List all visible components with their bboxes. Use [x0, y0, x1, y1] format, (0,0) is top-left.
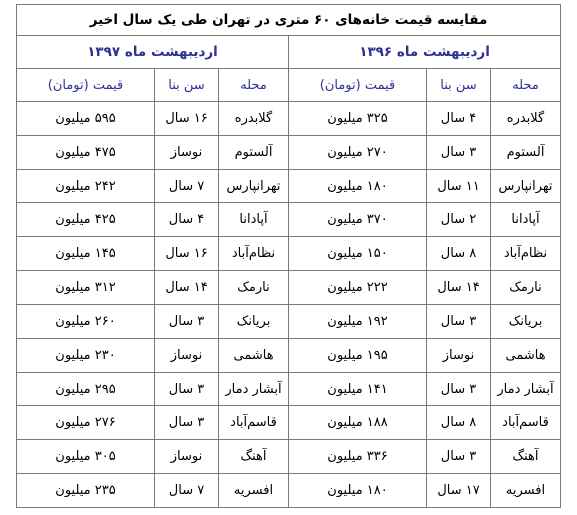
building-age-cell-1396: ۱۷ سال — [427, 474, 491, 508]
building-age-cell-1397: نوساز — [155, 135, 219, 169]
price-cell-1397: ۲۶۰ میلیون — [17, 304, 155, 338]
table-row — [17, 102, 561, 136]
neighborhood-cell-1396: آبشار دمار — [491, 372, 561, 406]
building-age-cell-1396: ۸ سال — [427, 406, 491, 440]
column-header-price-1396: قیمت (تومان) — [289, 69, 427, 102]
column-header-building-age-1396: سن بنا — [427, 69, 491, 102]
price-cell-1396: ۳۳۶ میلیون — [289, 440, 427, 474]
neighborhood-cell-1397: آپادانا — [219, 203, 289, 237]
price-cell-1397: ۵۹۵ میلیون — [17, 102, 155, 136]
building-age-cell-1397: نوساز — [155, 440, 219, 474]
price-cell-1397: ۲۹۵ میلیون — [17, 372, 155, 406]
period-header-1397: اردیبهشت ماه ۱۳۹۷ — [17, 36, 289, 69]
building-age-cell-1397: ۱۶ سال — [155, 237, 219, 271]
neighborhood-cell-1396: نظام‌آباد — [491, 237, 561, 271]
neighborhood-cell-1397: نظام‌آباد — [219, 237, 289, 271]
neighborhood-cell-1397: آبشار دمار — [219, 372, 289, 406]
neighborhood-cell-1396: افسریه — [491, 474, 561, 508]
building-age-cell-1396: نوساز — [427, 338, 491, 372]
column-header-neighborhood-1397: محله — [219, 69, 289, 102]
neighborhood-cell-1396: آلستوم — [491, 135, 561, 169]
neighborhood-cell-1397: افسریه — [219, 474, 289, 508]
price-cell-1396: ۱۸۸ میلیون — [289, 406, 427, 440]
neighborhood-cell-1396: قاسم‌آباد — [491, 406, 561, 440]
neighborhood-cell-1397: نارمک — [219, 271, 289, 305]
neighborhood-cell-1396: هاشمی — [491, 338, 561, 372]
price-cell-1397: ۲۳۵ میلیون — [17, 474, 155, 508]
table-row — [17, 203, 561, 237]
building-age-cell-1397: ۳ سال — [155, 304, 219, 338]
column-header-price-1397: قیمت (تومان) — [17, 69, 155, 102]
period-header-1396: اردیبهشت ماه ۱۳۹۶ — [289, 36, 561, 69]
building-age-cell-1397: ۷ سال — [155, 474, 219, 508]
neighborhood-cell-1396: آپادانا — [491, 203, 561, 237]
building-age-cell-1397: نوساز — [155, 338, 219, 372]
table-title: مقایسه قیمت خانه‌های ۶۰ متری در تهران طی یک سال اخیر — [17, 5, 561, 36]
price-cell-1396: ۲۲۲ میلیون — [289, 271, 427, 305]
neighborhood-cell-1396: گلابدره — [491, 102, 561, 136]
price-cell-1397: ۴۷۵ میلیون — [17, 135, 155, 169]
neighborhood-cell-1397: قاسم‌آباد — [219, 406, 289, 440]
building-age-cell-1397: ۱۶ سال — [155, 102, 219, 136]
column-header-neighborhood-1396: محله — [491, 69, 561, 102]
price-cell-1396: ۳۲۵ میلیون — [289, 102, 427, 136]
price-cell-1396: ۱۵۰ میلیون — [289, 237, 427, 271]
table-row — [17, 271, 561, 305]
price-cell-1396: ۳۷۰ میلیون — [289, 203, 427, 237]
neighborhood-cell-1397: هاشمی — [219, 338, 289, 372]
column-header-building-age-1397: سن بنا — [155, 69, 219, 102]
building-age-cell-1396: ۳ سال — [427, 440, 491, 474]
neighborhood-cell-1397: آلستوم — [219, 135, 289, 169]
building-age-cell-1397: ۴ سال — [155, 203, 219, 237]
neighborhood-cell-1396: بریانک — [491, 304, 561, 338]
neighborhood-cell-1397: گلابدره — [219, 102, 289, 136]
price-comparison-table — [16, 4, 561, 508]
price-cell-1396: ۱۸۰ میلیون — [289, 474, 427, 508]
neighborhood-cell-1396: تهرانپارس — [491, 169, 561, 203]
table-row — [17, 304, 561, 338]
table-row — [17, 237, 561, 271]
table-body — [17, 102, 561, 508]
table-row — [17, 440, 561, 474]
building-age-cell-1396: ۳ سال — [427, 372, 491, 406]
building-age-cell-1396: ۳ سال — [427, 304, 491, 338]
building-age-cell-1396: ۴ سال — [427, 102, 491, 136]
neighborhood-cell-1396: آهنگ — [491, 440, 561, 474]
price-cell-1397: ۳۱۲ میلیون — [17, 271, 155, 305]
building-age-cell-1396: ۸ سال — [427, 237, 491, 271]
price-cell-1396: ۱۹۲ میلیون — [289, 304, 427, 338]
price-cell-1397: ۲۷۶ میلیون — [17, 406, 155, 440]
table-row — [17, 338, 561, 372]
building-age-cell-1397: ۳ سال — [155, 372, 219, 406]
price-cell-1396: ۱۴۱ میلیون — [289, 372, 427, 406]
building-age-cell-1396: ۳ سال — [427, 135, 491, 169]
price-cell-1396: ۲۷۰ میلیون — [289, 135, 427, 169]
table-row — [17, 406, 561, 440]
price-cell-1397: ۳۰۵ میلیون — [17, 440, 155, 474]
table-row — [17, 169, 561, 203]
neighborhood-cell-1397: تهرانپارس — [219, 169, 289, 203]
building-age-cell-1396: ۱۱ سال — [427, 169, 491, 203]
building-age-cell-1397: ۳ سال — [155, 406, 219, 440]
building-age-cell-1397: ۷ سال — [155, 169, 219, 203]
building-age-cell-1396: ۱۴ سال — [427, 271, 491, 305]
neighborhood-cell-1397: آهنگ — [219, 440, 289, 474]
building-age-cell-1397: ۱۴ سال — [155, 271, 219, 305]
price-cell-1397: ۱۴۵ میلیون — [17, 237, 155, 271]
price-cell-1397: ۲۳۰ میلیون — [17, 338, 155, 372]
price-cell-1396: ۱۸۰ میلیون — [289, 169, 427, 203]
price-cell-1397: ۲۴۲ میلیون — [17, 169, 155, 203]
table-row — [17, 372, 561, 406]
neighborhood-cell-1397: بریانک — [219, 304, 289, 338]
table-row — [17, 135, 561, 169]
price-cell-1396: ۱۹۵ میلیون — [289, 338, 427, 372]
price-cell-1397: ۴۲۵ میلیون — [17, 203, 155, 237]
table-row — [17, 474, 561, 508]
building-age-cell-1396: ۲ سال — [427, 203, 491, 237]
neighborhood-cell-1396: نارمک — [491, 271, 561, 305]
